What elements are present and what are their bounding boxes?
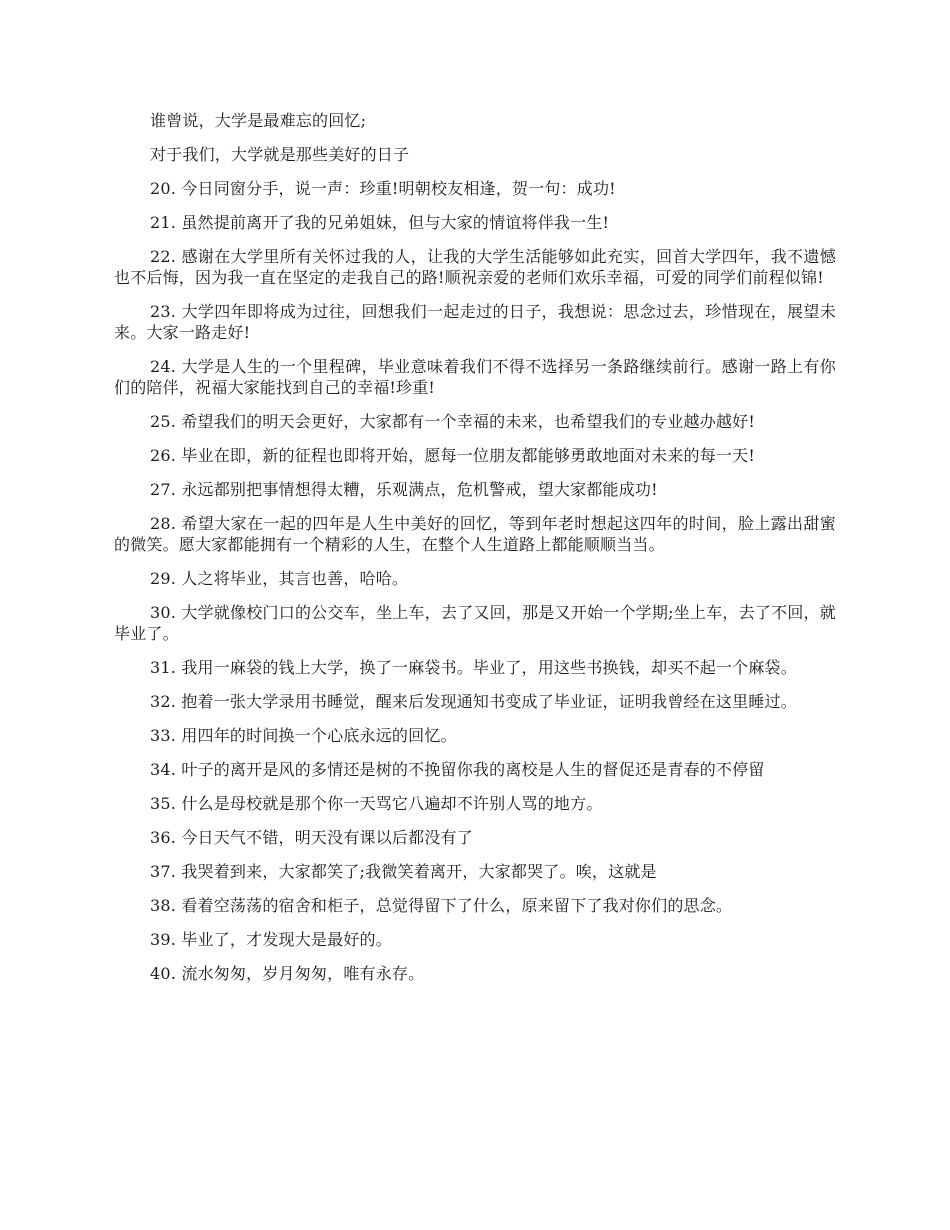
paragraph: 23. 大学四年即将成为过往，回想我们一起走过的日子，我想说：思念过去，珍惜现在，展望未来。大家一路走好! — [114, 302, 836, 342]
paragraph: 对于我们，大学就是那些美好的日子 — [150, 145, 410, 164]
paragraph: 37. 我哭着到来，大家都笑了;我微笑着离开，大家都哭了。唉，这就是 — [150, 862, 657, 881]
paragraph: 35. 什么是母校就是那个你一天骂它八遍却不许别人骂的地方。 — [150, 794, 603, 813]
paragraph: 34. 叶子的离开是风的多情还是树的不挽留你我的离校是人生的督促还是青春的不停留 — [150, 760, 765, 779]
paragraph: 29. 人之将毕业，其言也善，哈哈。 — [150, 569, 409, 588]
paragraph: 20. 今日同窗分手，说一声：珍重!明朝校友相逢，贺一句：成功! — [150, 179, 616, 198]
paragraph: 28. 希望大家在一起的四年是人生中美好的回忆，等到年老时想起这四年的时间，脸上露出甜蜜的微笑。愿大家都能拥有一个精彩的人生，在整个人生道路上都能顺顺当当。 — [114, 514, 836, 554]
paragraph: 谁曾说，大学是最难忘的回忆; — [150, 111, 367, 130]
paragraph: 40. 流水匆匆，岁月匆匆，唯有永存。 — [150, 964, 425, 983]
paragraph: 25. 希望我们的明天会更好，大家都有一个幸福的未来，也希望我们的专业越办越好! — [150, 412, 755, 431]
paragraph: 21. 虽然提前离开了我的兄弟姐妹，但与大家的情谊将伴我一生! — [150, 213, 610, 232]
paragraph: 38. 看着空荡荡的宿舍和柜子，总觉得留下了什么，原来留下了我对你们的思念。 — [150, 896, 733, 915]
paragraph: 30. 大学就像校门口的公交车，坐上车，去了又回，那是又开始一个学期;坐上车，去了不回，就毕业了。 — [114, 603, 836, 643]
paragraph: 32. 抱着一张大学录用书睡觉，醒来后发现通知书变成了毕业证，证明我曾经在这里睡过。 — [150, 692, 797, 711]
paragraph: 33. 用四年的时间换一个心底永远的回忆。 — [150, 726, 457, 745]
paragraph: 36. 今日天气不错，明天没有课以后都没有了 — [150, 828, 473, 847]
paragraph: 24. 大学是人生的一个里程碑，毕业意味着我们不得不选择另一条路继续前行。感谢一路上有你们的陪伴，祝福大家能找到自己的幸福!珍重! — [114, 357, 836, 397]
paragraph: 31. 我用一麻袋的钱上大学，换了一麻袋书。毕业了，用这些书换钱，却买不起一个麻袋。 — [150, 658, 797, 677]
paragraph: 39. 毕业了，才发现大是最好的。 — [150, 930, 392, 949]
document-body — [114, 110, 836, 997]
paragraph: 26. 毕业在即，新的征程也即将开始，愿每一位朋友都能够勇敢地面对未来的每一天! — [150, 446, 755, 465]
paragraph: 22. 感谢在大学里所有关怀过我的人，让我的大学生活能够如此充实，回首大学四年，我不遗憾也不后悔，因为我一直在坚定的走我自己的路!顺祝亲爱的老师们欢乐幸福，可爱的同学们前程似锦! — [114, 247, 836, 287]
paragraph: 27. 永远都别把事情想得太糟，乐观满点，危机警戒，望大家都能成功! — [150, 480, 658, 499]
